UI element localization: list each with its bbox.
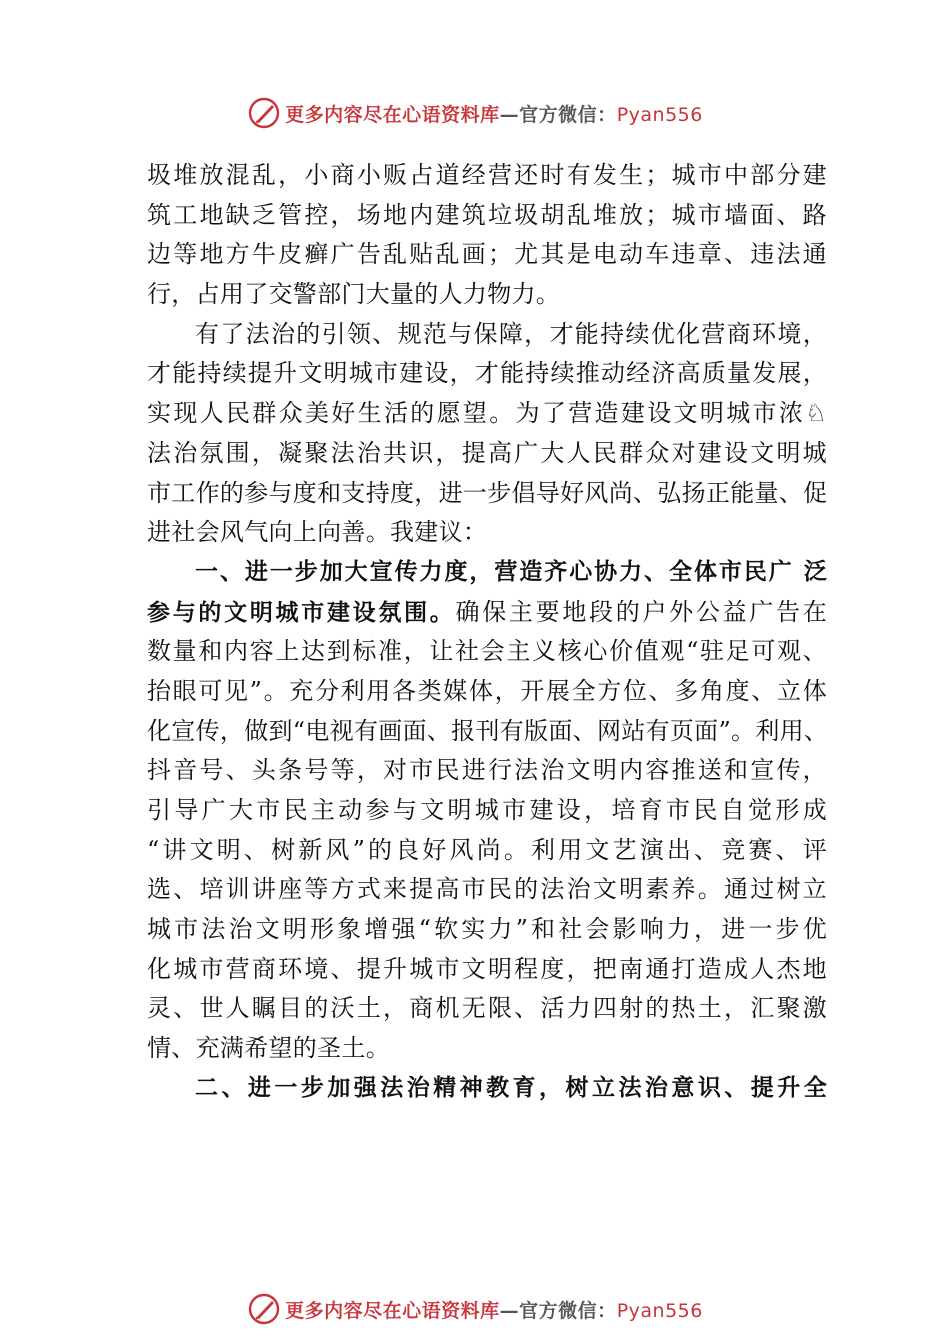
text-line: 筑工地缺乏管控，场地内建筑垃圾胡乱堆放；城市墙面、路 [147, 200, 827, 229]
footer-watermark [0, 1292, 950, 1326]
watermark-wechat-id: Pyan556 [616, 1299, 703, 1322]
text-line: 情、充满希望的圣土。 [147, 1034, 390, 1063]
text-line: 抖音号、头条号等，对市民进行法治文明内容推送和宣传， [147, 756, 827, 785]
text-line: 选、培训讲座等方式来提高市民的法治文明素养。通过树立 [147, 875, 827, 904]
watermark-wechat-id: Pyan556 [616, 103, 703, 126]
text-line: 行，占用了交警部门大量的人力物力。 [147, 280, 561, 309]
text-line: 灵、世人瞩目的沃土，商机无限、活力四射的热土，汇聚激 [147, 994, 827, 1023]
text-line: 数量和内容上达到标准，让社会主义核心价值观“驻足可观、 [147, 637, 827, 666]
text-line: 化宣传，做到“电视有画面、报刊有版面、网站有页面”。利用、 [147, 716, 829, 745]
text-line: 法治氛围，凝聚法治共识，提高广大人民群众对建设文明城 [147, 438, 827, 467]
text-line: 市工作的参与度和支持度，进一步倡导好风尚、弘扬正能量、促 [147, 478, 828, 507]
header-watermark [0, 96, 950, 130]
text-line: 才能持续提升文明城市建设，才能持续推动经济高质量发展， [147, 359, 827, 388]
watermark-dash: — [499, 103, 520, 126]
text-line: 边等地方牛皮癣广告乱贴乱画；尤其是电动车违章、违法通 [147, 240, 827, 269]
text-line: 圾堆放混乱，小商小贩占道经营还时有发生；城市中部分建 [147, 161, 827, 189]
heading-two-line: 二、进一步加强法治精神教育，树立法治意识、提升全 [195, 1074, 827, 1101]
document-body [147, 156, 827, 1109]
watermark-brand: 更多内容尽在心语资料库 [285, 103, 500, 126]
text-line-mixed [147, 593, 827, 633]
text-line: 抬眼可见”。充分利用各类媒体，开展全方位、多角度、立体 [147, 676, 827, 705]
heading-one-end: 参与的文明城市建设氛围。 [147, 599, 456, 626]
text-line: 引导广大市民主动参与文明城市建设，培育市民自觉形成 [147, 796, 827, 824]
text-segment: 确保主要地段的户外公益广告在 [455, 597, 827, 626]
watermark-dash: — [499, 1299, 520, 1322]
text-line: 实现人民群众美好生活的愿望。为了营造建设文明城市浓♘ [147, 399, 827, 428]
text-line: “讲文明、树新风”的良好风尚。利用文艺演出、竞赛、评 [147, 835, 827, 864]
heading-one-line: 一、进一步加大宣传力度，营造齐心协力、全体市民广 泛 [195, 558, 827, 585]
quill-logo-icon [247, 96, 281, 130]
text-line: 有了法治的引领、规范与保障，才能持续优化营商环境， [195, 319, 827, 348]
text-line: 城市法治文明形象增强“软实力”和社会影响力，进一步优 [147, 915, 827, 944]
watermark-official-label: 官方微信： [519, 103, 617, 126]
quill-logo-icon [247, 1292, 281, 1326]
text-line: 化城市营商环境、提升城市文明程度，把南通打造成人杰地 [147, 954, 827, 983]
text-line: 进社会风气向上向善。我建议： [147, 518, 488, 547]
watermark-official-label: 官方微信： [519, 1299, 617, 1322]
watermark-brand: 更多内容尽在心语资料库 [285, 1299, 500, 1322]
